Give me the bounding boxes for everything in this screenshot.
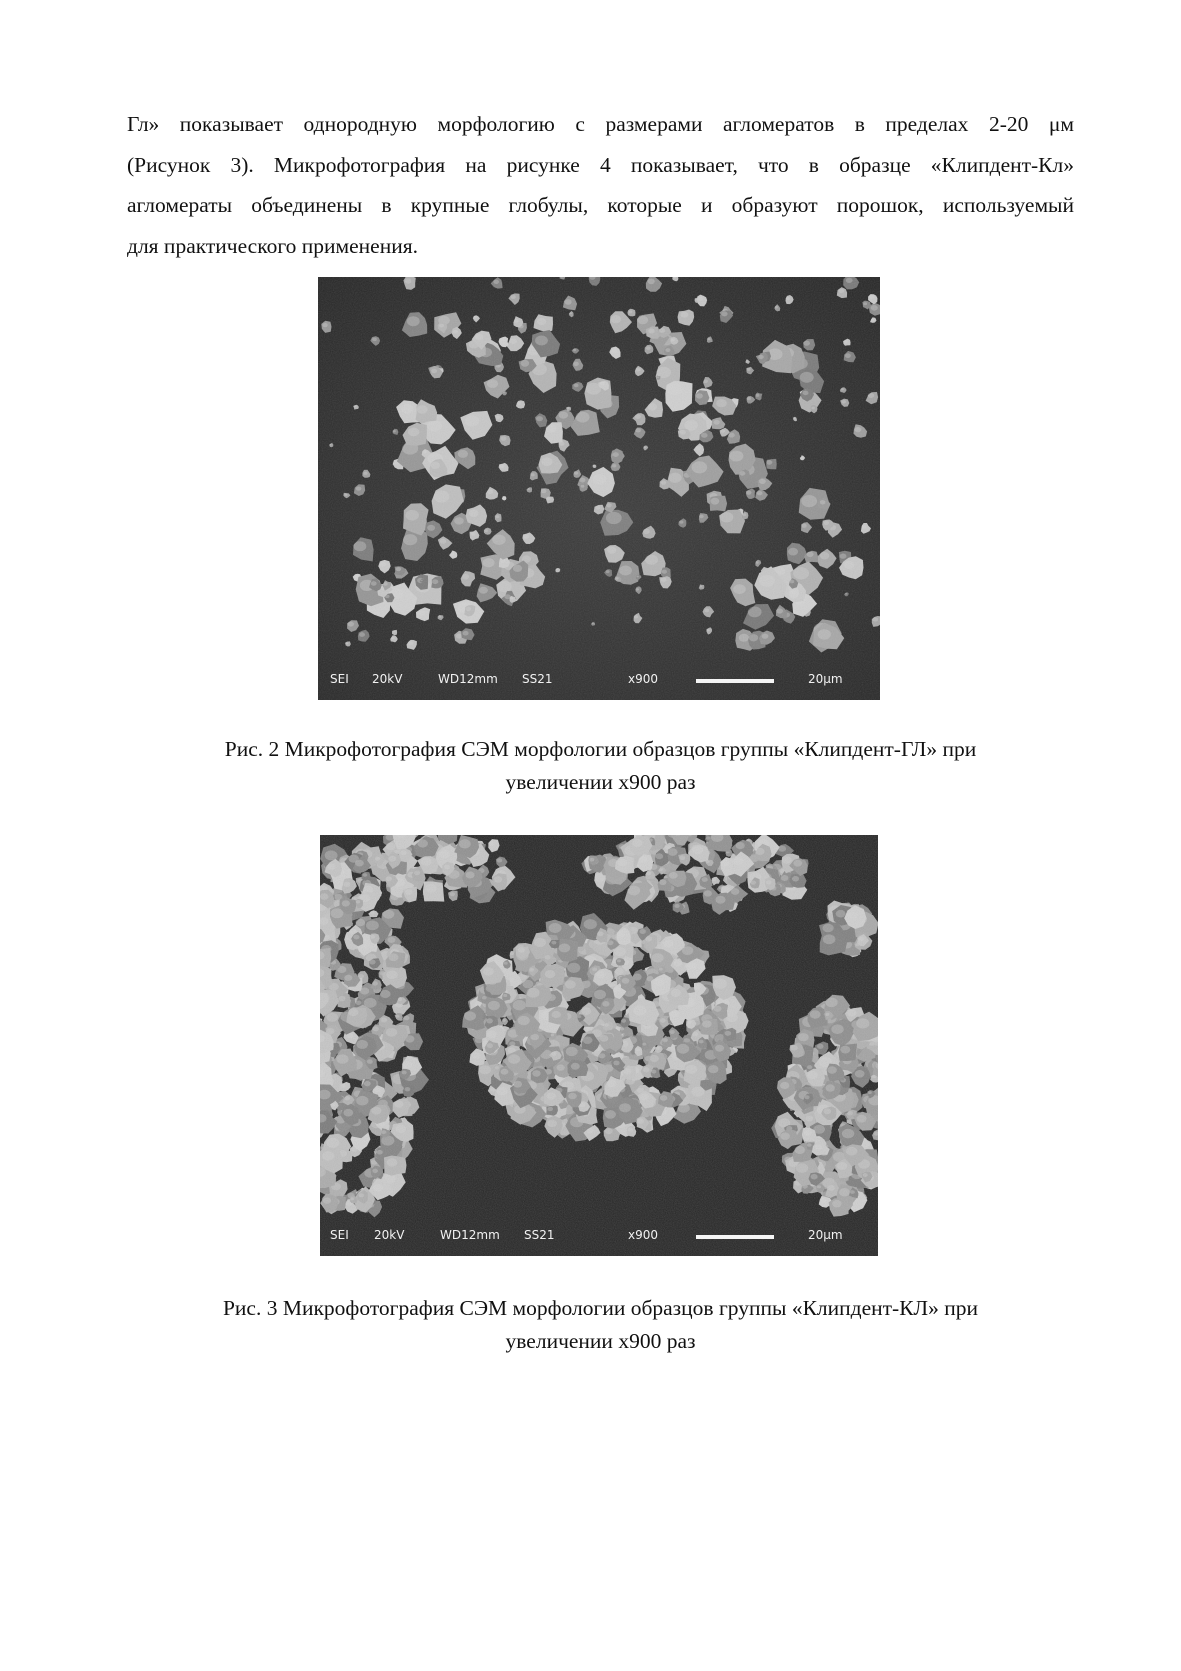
figure-caption-1 [127,733,1074,799]
sem-micrograph-1 [318,277,880,700]
paragraph-line: Гл» показывает однородную морфологию с размерами агломератов в пределах 2-20 μм [127,112,1074,136]
sem-voltage: 20kV [372,672,403,686]
sem-micrograph-2 [320,835,878,1256]
paragraph-line: для практического применения. [127,233,418,258]
sem-voltage: 20kV [374,1228,405,1242]
sem-working-distance: WD12mm [440,1228,500,1242]
sem-mode: SEI [330,1228,349,1242]
sem-scale-label: 20μm [808,1228,843,1242]
sem-working-distance: WD12mm [438,672,498,686]
sem-info-bar [320,1216,878,1256]
caption-line: увеличении х900 раз [505,770,696,794]
sem-magnification: x900 [628,1228,659,1242]
body-paragraph [127,104,1074,266]
sem-spot-size: SS21 [524,1228,555,1242]
sem-info-bar [318,660,880,700]
scale-bar [696,1235,774,1239]
caption-line: увеличении х900 раз [505,1329,696,1353]
sem-mode: SEI [330,672,349,686]
caption-line: Рис. 3 Микрофотография СЭМ морфологии образцов группы «Клипдент-КЛ» при [222,1296,979,1320]
sem-scale-label: 20μm [808,672,843,686]
sem-image-2 [320,835,878,1256]
sem-spot-size: SS21 [522,672,553,686]
caption-line: Рис. 2 Микрофотография СЭМ морфологии образцов группы «Клипдент-ГЛ» при [224,737,977,761]
paragraph-line: (Рисунок 3). Микрофотография на рисунке 4 показывает, что в образце «Клипдент-Кл» [127,152,1074,177]
paragraph-line: агломераты объединены в крупные глобулы, которые и образуют порошок, используемый [127,193,1074,217]
figure-caption-2 [127,1292,1074,1358]
sem-image-1 [318,277,880,700]
scale-bar [696,679,774,683]
sem-magnification: x900 [628,672,659,686]
